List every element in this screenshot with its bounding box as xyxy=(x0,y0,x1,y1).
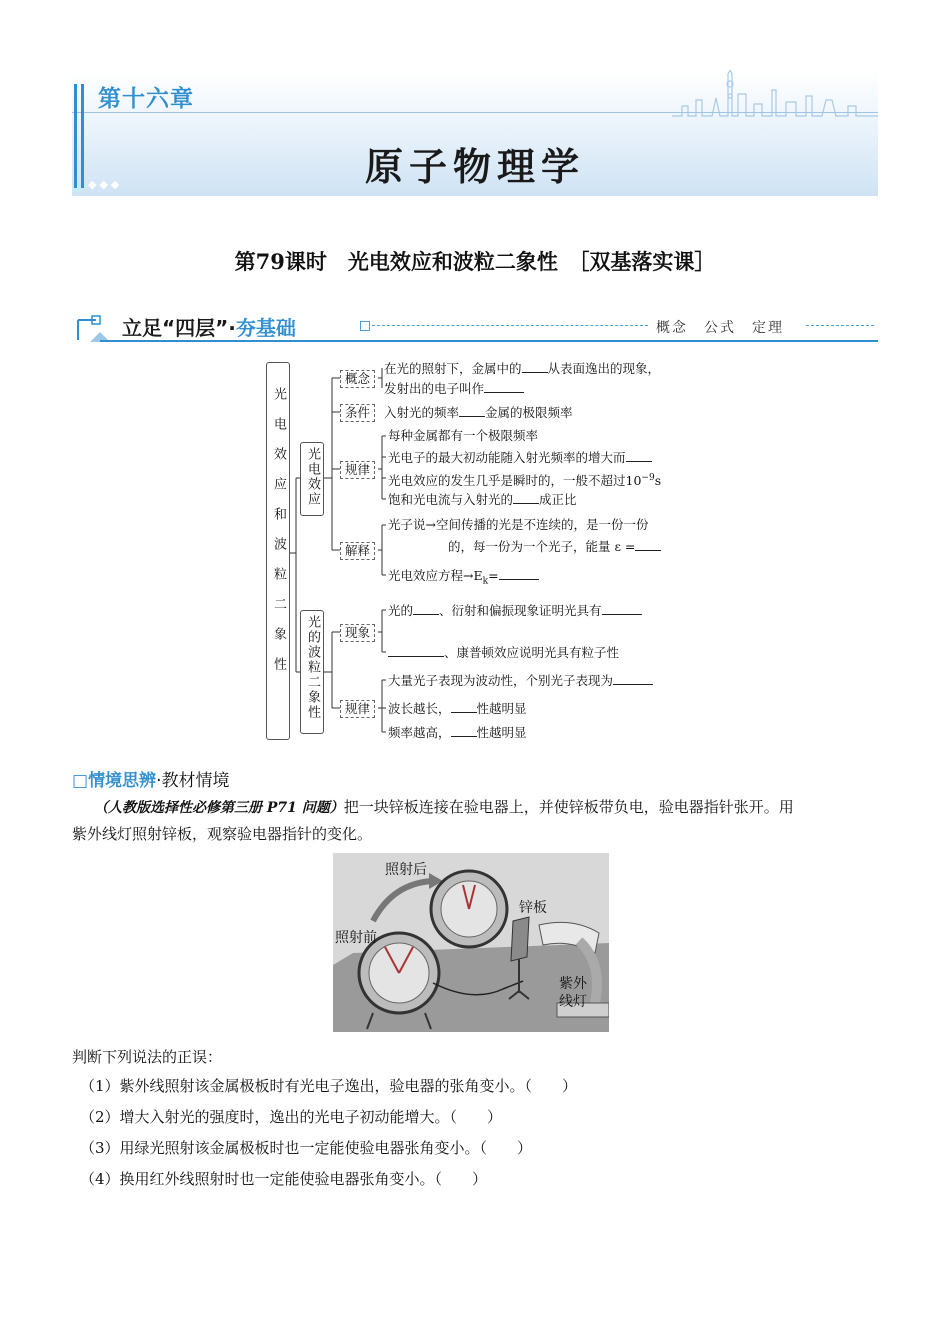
mindmap-branch1-text: 光电效应 xyxy=(305,447,320,507)
condition-b: 金属的极限频率 xyxy=(485,405,573,420)
judge-prompt: 判断下列说法的正误： xyxy=(72,1048,223,1066)
law2-line-1 xyxy=(388,672,653,689)
intro-text-1: 把一块锌板连接在验电器上，并使锌板带负电，验电器指针张开。用 xyxy=(343,798,794,816)
situation-box-icon: □ xyxy=(72,771,89,791)
label-lamp-1: 紫外 xyxy=(559,976,587,992)
label-law2: 规律 xyxy=(340,700,375,718)
law-line-4 xyxy=(388,491,577,508)
explain-3-sub: k xyxy=(482,576,489,587)
blank xyxy=(388,644,444,657)
condition-a: 入射光的频率 xyxy=(384,405,460,420)
concept-line-1 xyxy=(384,360,660,377)
label-after: 照射后 xyxy=(385,862,427,878)
experiment-figure xyxy=(333,853,609,1032)
phen-2: 、康普顿效应说明光具有粒子性 xyxy=(444,645,620,660)
intro-line-1 xyxy=(72,794,878,821)
mindmap-branch-duality xyxy=(300,610,324,734)
law-4a: 饱和光电流与入射光的 xyxy=(388,492,514,507)
chapter-label: 第十六章 xyxy=(98,86,194,112)
mindmap-root xyxy=(266,362,290,740)
intro-line-2: 紫外线灯照射锌板，观察验电器指针的变化。 xyxy=(72,825,373,843)
explain-line-3 xyxy=(388,567,539,590)
situation-subtitle: 教材情境 xyxy=(161,771,230,791)
condition-line xyxy=(384,404,573,421)
law2-line-2 xyxy=(388,700,527,717)
explain-line-2 xyxy=(448,538,661,555)
phen-line-2 xyxy=(388,644,619,661)
question-2: （2）增大入射光的强度时，逸出的光电子初动能增大。（ ） xyxy=(80,1108,503,1126)
label-phenomenon: 现象 xyxy=(340,624,375,642)
mindmap-branch2-text: 光的波粒二象性 xyxy=(305,615,320,720)
concept-1b: 从表面逸出的现象， xyxy=(547,361,661,376)
label-condition: 条件 xyxy=(340,404,375,422)
question-4: （4）换用红外线照射时也一定能使验电器张角变小。（ ） xyxy=(80,1170,488,1188)
label-zinc: 锌板 xyxy=(519,900,547,916)
blank xyxy=(513,491,539,504)
law-3b: s xyxy=(654,473,662,489)
section-title-b: 夯基础 xyxy=(235,316,296,340)
intro-source: （人教版选择性必修第三册 P71 问题） xyxy=(94,800,344,816)
blank xyxy=(522,360,548,373)
label-before: 照射前 xyxy=(335,930,377,946)
explain-3b: = xyxy=(488,568,499,583)
diamond-icon: ◆◆◆ xyxy=(88,178,123,191)
question-3: （3）用绿光照射该金属极板时也一定能使验电器张角变小。（ ） xyxy=(80,1139,533,1157)
law-line-3 xyxy=(388,470,661,489)
lesson-title: 第79课时 光电效应和波粒二象性 ［双基落实课］ xyxy=(234,249,716,274)
label-law: 规律 xyxy=(340,461,375,479)
blank xyxy=(613,672,653,685)
situation-header xyxy=(72,766,229,791)
chapter-title: 原子物理学 xyxy=(364,144,585,189)
blank xyxy=(602,602,642,615)
phen-1b: 、衍射和偏振现象证明光具有 xyxy=(439,603,602,618)
section-title-a: 立足“四层” xyxy=(122,316,229,340)
phen-line-1 xyxy=(388,602,642,619)
law-3-exp: −9 xyxy=(641,473,655,483)
blank xyxy=(459,404,485,417)
explain-2: 的，每一份为一个光子，能量 ε = xyxy=(448,539,636,554)
explain-line-1: 光子说→空间传播的光是不连续的，是一份一份 xyxy=(388,517,649,532)
law2-2b: 性越明显 xyxy=(476,701,527,716)
law-4b: 成正比 xyxy=(539,492,577,507)
intro-paragraph xyxy=(72,794,878,847)
blank xyxy=(626,449,652,462)
law2-1: 大量光子表现为波动性，个别光子表现为 xyxy=(388,673,614,688)
situation-title: 情境思辨 xyxy=(88,771,157,791)
law-3a: 光电效应的发生几乎是瞬时的，一般不超过10 xyxy=(388,473,642,489)
blank xyxy=(484,380,524,393)
blank xyxy=(635,538,661,551)
law2-3b: 性越明显 xyxy=(476,725,527,740)
phen-1a: 光的 xyxy=(388,603,414,618)
law-line-2 xyxy=(388,449,652,466)
mindmap-root-text: 光电效应和波粒二象性 xyxy=(271,387,286,687)
mindmap-branch-photoelectric xyxy=(300,442,324,516)
blank xyxy=(451,724,477,737)
concept-line-2 xyxy=(384,380,524,397)
label-lamp-2: 线灯 xyxy=(559,994,587,1010)
blank xyxy=(413,602,439,615)
section-dot: · xyxy=(228,316,236,340)
explain-3a: 光电效应方程→E xyxy=(388,568,483,583)
law2-2a: 波长越长， xyxy=(388,701,451,716)
blank xyxy=(499,567,539,580)
law-2: 光电子的最大初动能随入射光频率的增大而 xyxy=(388,450,626,465)
concept-2: 发射出的电子叫作 xyxy=(384,381,485,396)
question-1: （1）紫外线照射该金属极板时有光电子逸出，验电器的张角变小。（ ） xyxy=(80,1077,578,1095)
law-line-1: 每种金属都有一个极限频率 xyxy=(388,428,539,443)
concept-1a: 在光的照射下，金属中的 xyxy=(384,361,522,376)
section-tags: 概念 公式 定理 xyxy=(656,320,784,336)
situation-dot: · xyxy=(156,771,162,791)
law2-line-3 xyxy=(388,724,527,741)
label-concept: 概念 xyxy=(340,370,375,388)
blank xyxy=(451,700,477,713)
law2-3a: 频率越高， xyxy=(388,725,451,740)
label-explain: 解释 xyxy=(340,542,375,560)
